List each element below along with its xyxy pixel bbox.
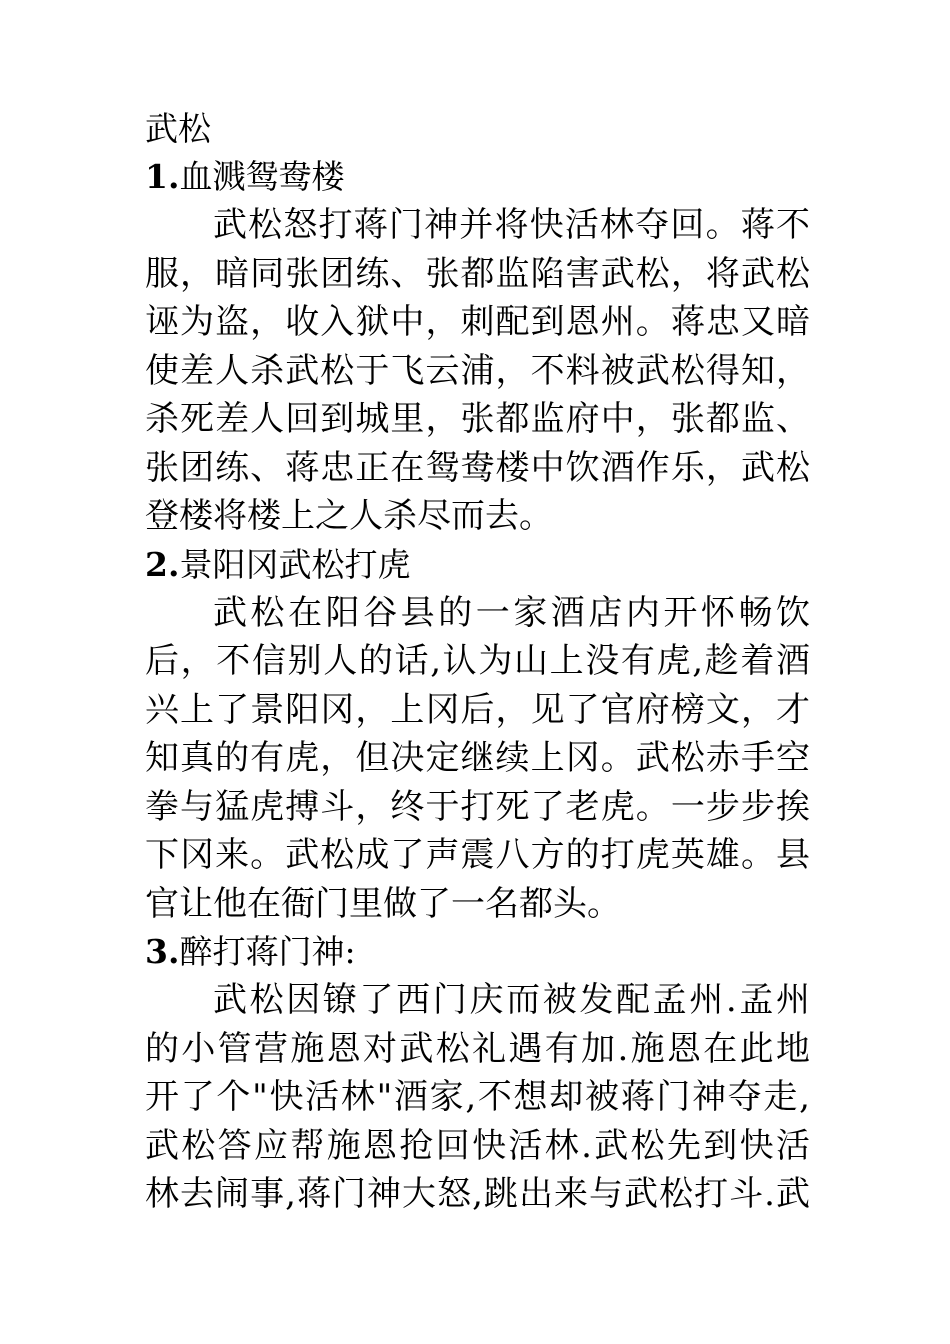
section-heading [145, 928, 810, 976]
paragraph-line: 后，不信别人的话,认为山上没有虎,趁着酒 [145, 641, 810, 681]
section-number: 1. [145, 157, 180, 196]
document-title: 武松 [145, 109, 211, 148]
section-title: 景阳冈武松打虎 [179, 544, 411, 584]
section-heading [145, 541, 810, 589]
paragraph-line: 张团练、蒋忠正在鸳鸯楼中饮酒作乐，武松 [145, 447, 810, 488]
paragraph-line: 登楼将楼上之人杀尽而去。 [145, 496, 553, 536]
paragraph-line: 开了个"快活林"酒家,不想却被蒋门神夺走, [145, 1077, 810, 1117]
section-title: 血溅鸳鸯楼 [179, 157, 345, 196]
paragraph-line: 下冈来。武松成了声震八方的打虎英雄。县 [145, 835, 810, 875]
paragraph-line: 知真的有虎，但决定继续上冈。武松赤手空 [145, 738, 810, 778]
section-paragraph [145, 976, 810, 1219]
paragraph-line: 诬为盗，收入狱中，刺配到恩州。蒋忠又暗 [145, 302, 810, 342]
section-number: 3. [145, 932, 180, 971]
paragraph-line: 武松在阳谷县的一家酒店内开怀畅饮 [213, 592, 810, 633]
paragraph-line: 拳与猛虎搏斗，终于打死了老虎。一步步挨 [145, 786, 810, 827]
paragraph-line: 使差人杀武松于飞云浦，不料被武松得知， [145, 350, 810, 391]
document-page [145, 105, 810, 1219]
paragraph-line: 武松怒打蒋门神并将快活林夺回。蒋不 [213, 205, 810, 245]
paragraph-line: 官让他在衙门里做了一名都头。 [145, 883, 621, 924]
paragraph-line: 服，暗同张团练、张都监陷害武松，将武松 [145, 253, 810, 294]
section-number: 2. [145, 544, 180, 584]
paragraph-line: 林去闹事,蒋门神大怒,跳出来与武松打斗.武 [145, 1174, 810, 1214]
paragraph-line: 的小管营施恩对武松礼遇有加.施恩在此地 [145, 1028, 810, 1069]
paragraph-line: 杀死差人回到城里，张都监府中，张都监、 [145, 399, 810, 439]
section-title: 醉打蒋门神: [179, 932, 356, 971]
section-paragraph [145, 201, 810, 541]
paragraph-line: 武松答应帮施恩抢回快活林.武松先到快活 [145, 1125, 810, 1166]
paragraph-line: 兴上了景阳冈，上冈后，见了官府榜文，才 [145, 689, 810, 730]
section-paragraph [145, 589, 810, 929]
section-heading [145, 153, 810, 201]
paragraph-line: 武松因镣了西门庆而被发配孟州.孟州 [213, 980, 810, 1020]
